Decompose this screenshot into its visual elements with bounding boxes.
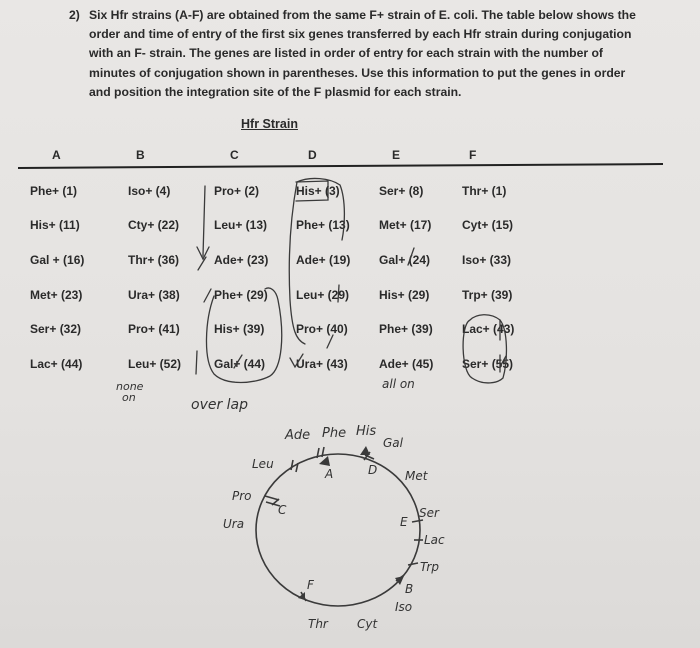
table-cell: Pro+ (2) [214, 184, 260, 198]
arrow-d [360, 446, 370, 455]
chromosome-circle [256, 454, 420, 606]
table-cell: Thr+ (1) [462, 184, 507, 198]
table-cell: Phe+ (13) [296, 218, 350, 232]
table-cell: Phe+ (29) [214, 288, 268, 302]
table-cell: Ade+ (23) [214, 253, 269, 267]
column-header-e: E [392, 148, 401, 162]
table-title: Hfr Strain [241, 117, 298, 131]
table-cell: His+ (11) [30, 218, 80, 232]
bracket-c-arrow [197, 186, 209, 259]
table-cell: Cyt+ (15) [462, 218, 514, 232]
table-cell: Trp+ (39) [462, 288, 513, 302]
slash-e-gal [408, 248, 414, 265]
table-cell: Ura+ (38) [128, 288, 180, 302]
tick-c-gal [234, 355, 242, 368]
column-header-a: A [52, 148, 61, 162]
map-label-ser: Ser [419, 506, 439, 520]
question-line: and position the integration site of the F plasmid for each strain. [89, 84, 462, 99]
question-line: Six Hfr strains (A-F) are obtained from the same F+ strain of E. coli. The table below shows the [89, 8, 636, 22]
question-line: order and time of entry of the first six genes transferred by each Hfr strain during conjugation [89, 27, 632, 42]
map-mark-e: E [400, 515, 408, 529]
table-cell: Phe+ (1) [30, 184, 78, 198]
check-d-ura [290, 354, 303, 367]
map-label-leu: Leu [252, 457, 274, 471]
map-label-ura: Ura [223, 517, 245, 531]
box-his-d [296, 181, 328, 201]
slash-c-ade [198, 257, 206, 270]
map-label-pro: Pro [232, 489, 252, 503]
question-line: minutes of conjugation shown in parentheses. Use this information to put the genes in order [89, 65, 626, 80]
map-label-iso: Iso [395, 600, 413, 614]
marker-trp [408, 563, 418, 565]
table-cell: Iso+ (4) [128, 184, 171, 198]
marker-e [412, 520, 423, 522]
table-cell: Ser+ (55) [462, 357, 514, 371]
map-label-lac: Lac [424, 533, 445, 547]
slash-d-pro [327, 335, 333, 348]
note-overlap: over lap [191, 397, 249, 413]
map-label-trp: Trp [420, 560, 439, 574]
map-label-met: Met [405, 469, 428, 483]
table-cell: Gal+ (24) [379, 253, 431, 267]
column-header-f: F [469, 148, 477, 162]
table-cell: Leu+ (52) [128, 357, 182, 371]
chromosome-circle-map [256, 447, 423, 606]
table-cell: Leu+ (13) [214, 218, 268, 232]
map-label-cyt: Cyt [357, 617, 378, 631]
slash-c-phe [204, 289, 211, 302]
map-mark-c: C [278, 503, 287, 517]
table-cell: Gal+ (44) [214, 357, 266, 371]
table-cell: Met+ (23) [30, 288, 83, 302]
table-cell: Met+ (17) [379, 218, 432, 232]
map-mark-d: D [368, 463, 378, 477]
overlap-loop-c [206, 288, 281, 382]
map-mark-f: F [307, 578, 314, 592]
overlap-loop-d [289, 178, 344, 344]
table-cell: Leu+ (29) [296, 288, 350, 302]
map-label-phe: Phe [322, 426, 347, 441]
map-mark-a: A [325, 467, 334, 481]
table-cell: Ser+ (32) [30, 322, 82, 336]
table-cell: His+ (3) [296, 184, 340, 198]
note-all-on: all on [382, 377, 415, 391]
note-none-on: none on [116, 380, 144, 404]
bracket-c-gal [196, 351, 197, 374]
map-mark-b: B [405, 582, 414, 596]
question-number: 2) [69, 8, 80, 22]
table-cell: His+ (29) [379, 288, 430, 302]
table-cell: His+ (39) [214, 322, 265, 336]
map-label-ade: Ade [285, 428, 311, 443]
arrow-a [319, 456, 330, 466]
table-cell: Thr+ (36) [128, 253, 180, 267]
table-cell: Iso+ (33) [462, 253, 512, 267]
column-header-d: D [308, 148, 317, 162]
tick-d-leu [338, 285, 339, 302]
map-label-thr: Thr [308, 617, 328, 631]
table-cell: Gal + (16) [30, 253, 85, 267]
table-cell: Phe+ (39) [379, 322, 433, 336]
map-label-gal: Gal [383, 436, 403, 450]
column-header-b: B [136, 148, 145, 162]
table-cell: Pro+ (41) [128, 322, 180, 336]
question-line: with an F- strain. The genes are listed in order of entry for each strain with the number of [89, 46, 603, 61]
column-header-c: C [230, 148, 239, 162]
map-label-his: His [356, 424, 377, 439]
table-cell: Lac+ (44) [30, 357, 83, 371]
table-cell: Ser+ (8) [379, 184, 424, 198]
table-cell: Cty+ (22) [128, 218, 180, 232]
table-cell: Lac+ (43) [462, 322, 515, 336]
table-cell: Pro+ (40) [296, 322, 348, 336]
table-cell: Ade+ (45) [379, 357, 434, 371]
table-cell: Ade+ (19) [296, 253, 351, 267]
table-cell: Ura+ (43) [296, 357, 348, 371]
